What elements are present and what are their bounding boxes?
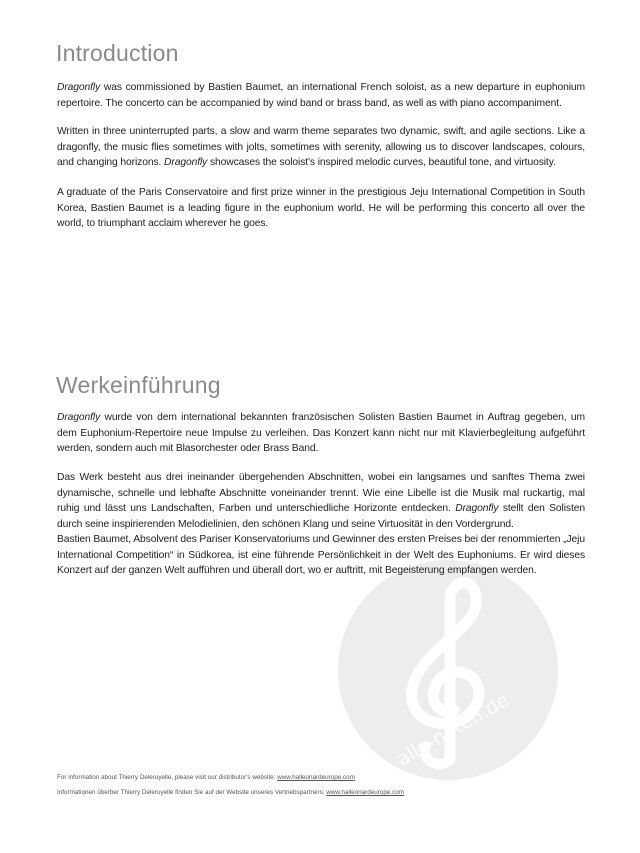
- distributor-link[interactable]: www.halleonardeurope.com: [326, 789, 404, 796]
- distributor-link[interactable]: www.halleonardeurope.com: [277, 774, 355, 781]
- title-italic: Dragonfly: [57, 412, 101, 423]
- section-heading-introduction: Introduction: [56, 40, 179, 66]
- intro-paragraph-2: Written in three uninterrupted parts, a slow and warm theme separates two dynamic, swift, and agile sections. Like a dragonfly, the music flies sometimes with jolts, sometimes with serenity, allowing us to discover landscapes, colours, and changing horizons. Dragonfly showcases the soloist's inspired melodic curves, beautiful tone, and virtuosity.: [57, 126, 585, 169]
- svg-text:alle-noten.de: alle-noten.de: [393, 688, 513, 771]
- title-italic: Dragonfly: [57, 82, 101, 93]
- werk-paragraph-2: Das Werk besteht aus drei ineinander übergehenden Abschnitten, wobei ein langsames und sanftes Thema zwei dynamische, schnelle und lebhafte Abschnitte voneinander trennt. Wie eine Libelle ist die Musik mal ruckartig, mal ruhig und lässt uns Landschaften, Farben und unterschiedliche Horizonte entdecken. Dragonfly stellt den Solisten durch seine inspirierenden Melodielinien, den schönen Klang und seine Virtuosität in den Vordergrund.: [57, 472, 585, 530]
- title-italic: Dragonfly: [455, 503, 499, 515]
- werk-paragraph-3: Bastien Baumet, Absolvent des Pariser Konservatoriums und Gewinner des ersten Preises bei der renommierten „Jeju International Competition“ in Südkorea, ist eine führende Persönlichkeit in der Welt des Euphoniums. Er wird dieses Konzert auf der ganzen Welt aufführen und überall dort, wo er auftritt, mit Begeisterung empfangen werden.: [57, 534, 585, 577]
- footer-line-english: For information about Thierry Deleruyelle, please visit our distributor's website: www.halleonardeurope.com: [57, 774, 355, 781]
- werk-paragraph-1: Dragonfly wurde von dem international bekannten französischen Solisten Bastien Baumet in Auftrag gegeben, um dem Euphonium-Repertoire neue Impulse zu verleihen. Das Konzert kann nicht nur mit Klavierbegleitung aufgeführt werden, sondern auch mit Blasorchester oder Brass Band.: [57, 412, 585, 455]
- title-italic: Dragonfly: [164, 157, 208, 169]
- intro-paragraph-3: A graduate of the Paris Conservatoire and first prize winner in the prestigious Jeju International Competition in South Korea, Bastien Baumet is a leading figure in the euphonium world. He will be performing this concerto all over the world, to triumphant acclaim wherever he goes.: [57, 187, 585, 230]
- watermark-logo: [338, 560, 558, 780]
- footer-line-german: Informationen überber Thierry Deleruyelle finden Sie auf der Website unseres Vertriebspartners: www.halleonardeurope.com: [57, 789, 404, 796]
- intro-paragraph-1: Dragonfly was commissioned by Bastien Baumet, an international French soloist, as a new departure in euphonium repertoire. The concerto can be accompanied by wind band or brass band, as well as with piano accompaniment.: [57, 82, 585, 109]
- section-heading-werkeinfuehrung: Werkeinführung: [56, 372, 221, 398]
